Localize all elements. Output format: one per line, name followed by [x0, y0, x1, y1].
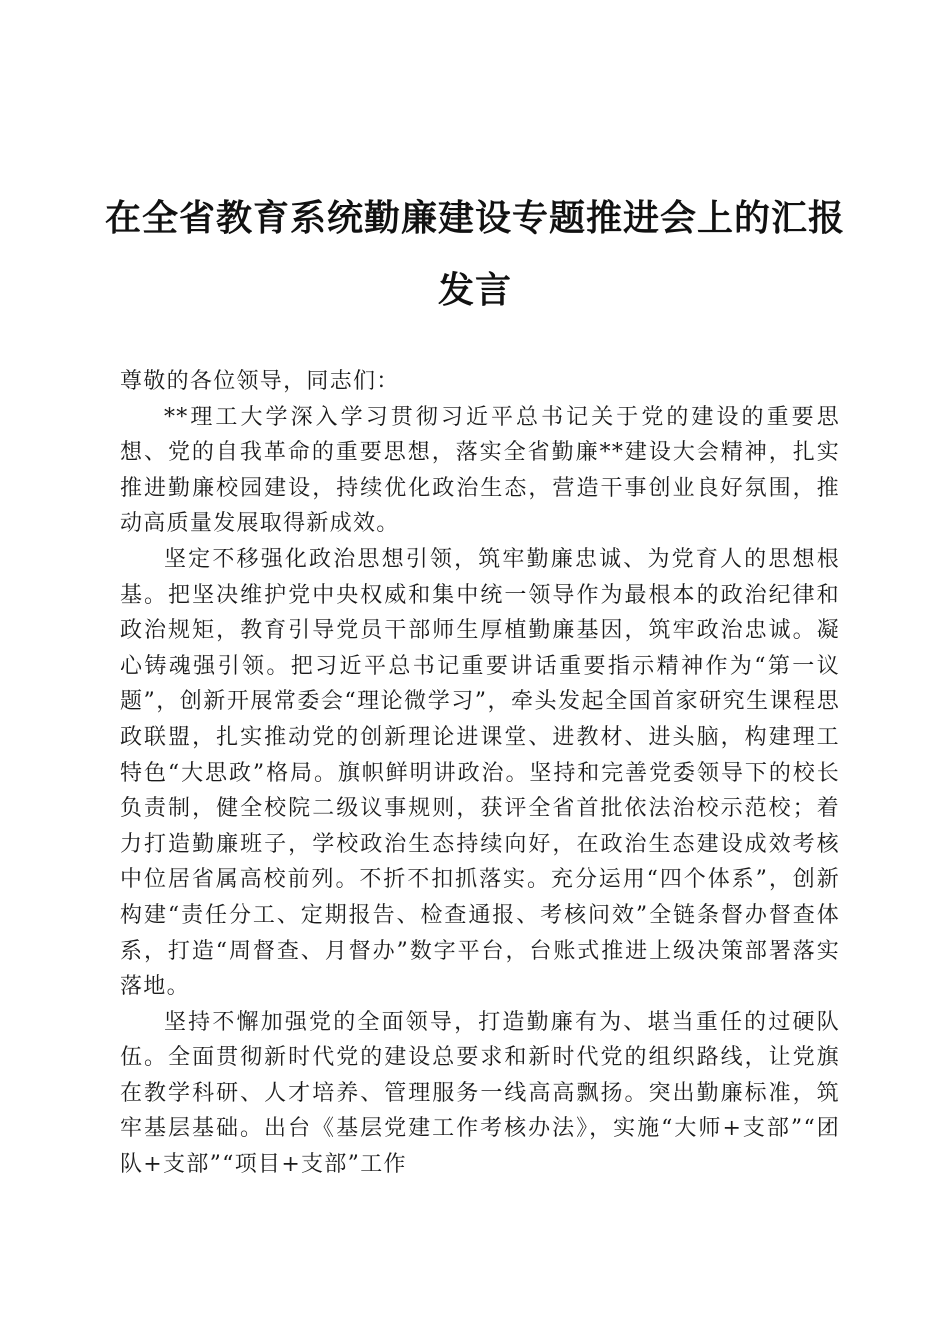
paragraph-3: 坚持不懈加强党的全面领导，打造勤廉有为、堪当重任的过硬队伍。全面贯彻新时代党的建设总要求和新时代党的组织路线，让党旗在教学科研、人才培养、管理服务一线高高飘扬。突出勤廉标准，筑牢基层基础。出台《基层党建工作考核办法》，实施“大师+支部”“团队+支部”“项目+支部”工作	[120, 1009, 840, 1178]
document-body	[120, 364, 840, 1183]
paragraph-2: 坚定不移强化政治思想引领，筑牢勤廉忠诚、为党育人的思想根基。把坚决维护党中央权威和集中统一领导作为最根本的政治纪律和政治规矩，教育引导党员干部师生厚植勤廉基因，筑牢政治忠诚。凝心铸魂强引领。把习近平总书记重要讲话重要指示精神作为“第一议题”，创新开展常委会“理论微学习”，牵头发起全国首家研究生课程思政联盟，扎实推动党的创新理论进课堂、进教材、进头脑，构建理工特色“大思政”格局。旗帜鲜明讲政治。坚持和完善党委领导下的校长负责制，健全校院二级议事规则，获评全省首批依法治校示范校；着力打造勤廉班子，学校政治生态持续向好，在政治生态建设成效考核中位居省属高校前列。不折不扣抓落实。充分运用“四个体系”，创新构建“责任分工、定期报告、检查通报、考核问效”全链条督办督查体系，打造“周督查、月督办”数字平台，台账式推进上级决策部署落实落地。	[120, 546, 840, 1000]
paragraph-1: **理工大学深入学习贯彻习近平总书记关于党的建设的重要思想、党的自我革命的重要思想，落实全省勤廉**建设大会精神，扎实推进勤廉校园建设，持续优化政治生态，营造干事创业良好氛围，推动高质量发展取得新成效。	[120, 404, 840, 537]
document-title-line-2: 发言	[437, 269, 512, 311]
document-title-line-1: 在全省教育系统勤廉建设专题推进会上的汇报	[104, 197, 845, 239]
salutation: 尊敬的各位领导，同志们：	[120, 369, 400, 394]
